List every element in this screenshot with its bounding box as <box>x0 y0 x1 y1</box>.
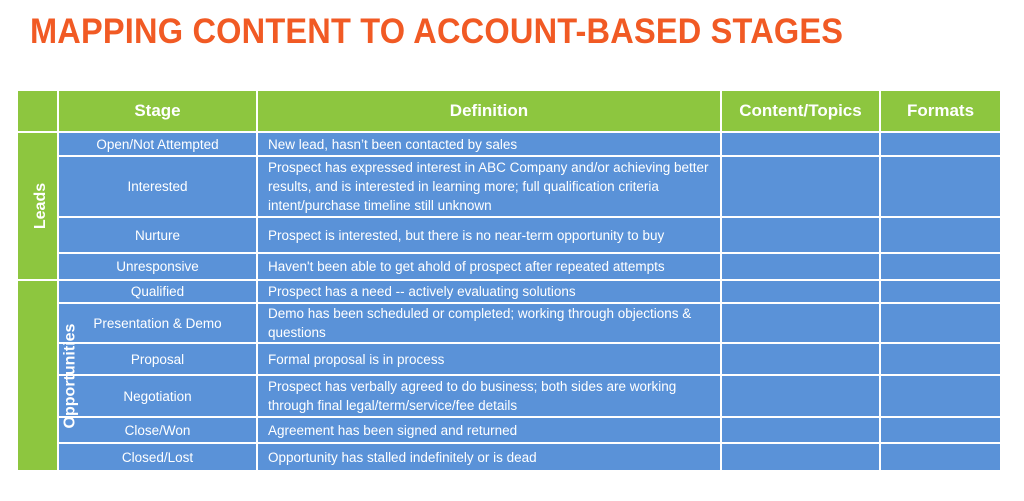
header-definition: Definition <box>257 90 721 132</box>
header-stage: Stage <box>58 90 257 132</box>
stage-cell: Unresponsive <box>58 253 257 280</box>
definition-cell: Haven't been able to get ahold of prospect after repeated attempts <box>257 253 721 280</box>
formats-cell <box>880 443 1001 471</box>
content-topics-cell <box>721 303 880 343</box>
content-topics-cell <box>721 132 880 156</box>
header-corner <box>17 90 58 132</box>
content-topics-cell <box>721 443 880 471</box>
content-topics-cell <box>721 156 880 217</box>
definition-cell: Prospect has verbally agreed to do business; both sides are working through final legal/term/service/fee details <box>257 375 721 417</box>
content-topics-cell <box>721 343 880 375</box>
definition-cell: Agreement has been signed and returned <box>257 417 721 443</box>
group-label-leads: Leads <box>32 182 50 230</box>
group-opportunities <box>17 280 79 471</box>
definition-cell: New lead, hasn’t been contacted by sales <box>257 132 721 156</box>
stage-cell: Open/Not Attempted <box>58 132 257 156</box>
content-topics-cell <box>721 217 880 253</box>
table-row <box>17 132 1001 156</box>
table-header-row <box>17 90 1001 132</box>
formats-cell <box>880 375 1001 417</box>
definition-cell: Prospect has expressed interest in ABC Company and/or achieving better results, and is interested in learning more; full qualification criteria intent/purchase timeline still unknown <box>257 156 721 217</box>
formats-cell <box>880 303 1001 343</box>
stage-cell: Negotiation <box>58 375 257 417</box>
table-row <box>17 280 1001 303</box>
content-topics-cell <box>721 417 880 443</box>
formats-cell <box>880 253 1001 280</box>
table-row <box>17 217 1001 253</box>
group-label-opportunities: Opportunities <box>61 323 79 428</box>
definition-cell: Prospect is interested, but there is no near-term opportunity to buy <box>257 217 721 253</box>
table-row <box>17 253 1001 280</box>
formats-cell <box>880 217 1001 253</box>
header-content-topics: Content/Topics <box>721 90 880 132</box>
formats-cell <box>880 132 1001 156</box>
page-title: MAPPING CONTENT TO ACCOUNT-BASED STAGES <box>30 12 844 51</box>
stages-table <box>16 89 1002 472</box>
formats-cell <box>880 280 1001 303</box>
stage-cell: Nurture <box>58 217 257 253</box>
formats-cell <box>880 343 1001 375</box>
definition-cell: Opportunity has stalled indefinitely or is dead <box>257 443 721 471</box>
content-topics-cell <box>721 280 880 303</box>
stage-cell: Closed/Lost <box>58 443 257 471</box>
stage-cell: Proposal <box>58 343 257 375</box>
stage-cell: Qualified <box>58 280 257 303</box>
stage-cell: Close/Won <box>58 417 257 443</box>
definition-cell: Formal proposal is in process <box>257 343 721 375</box>
table-row <box>17 417 1001 443</box>
formats-cell <box>880 156 1001 217</box>
definition-cell: Prospect has a need -- actively evaluating solutions <box>257 280 721 303</box>
table-row <box>17 156 1001 217</box>
content-topics-cell <box>721 253 880 280</box>
table-row <box>17 375 1001 417</box>
stage-cell: Presentation & Demo <box>58 303 257 343</box>
content-topics-cell <box>721 375 880 417</box>
stage-cell: Interested <box>58 156 257 217</box>
table-row <box>17 343 1001 375</box>
header-formats: Formats <box>880 90 1001 132</box>
table-row <box>17 443 1001 471</box>
definition-cell: Demo has been scheduled or completed; working through objections & questions <box>257 303 721 343</box>
formats-cell <box>880 417 1001 443</box>
group-leads <box>17 132 58 280</box>
table-row <box>17 303 1001 343</box>
